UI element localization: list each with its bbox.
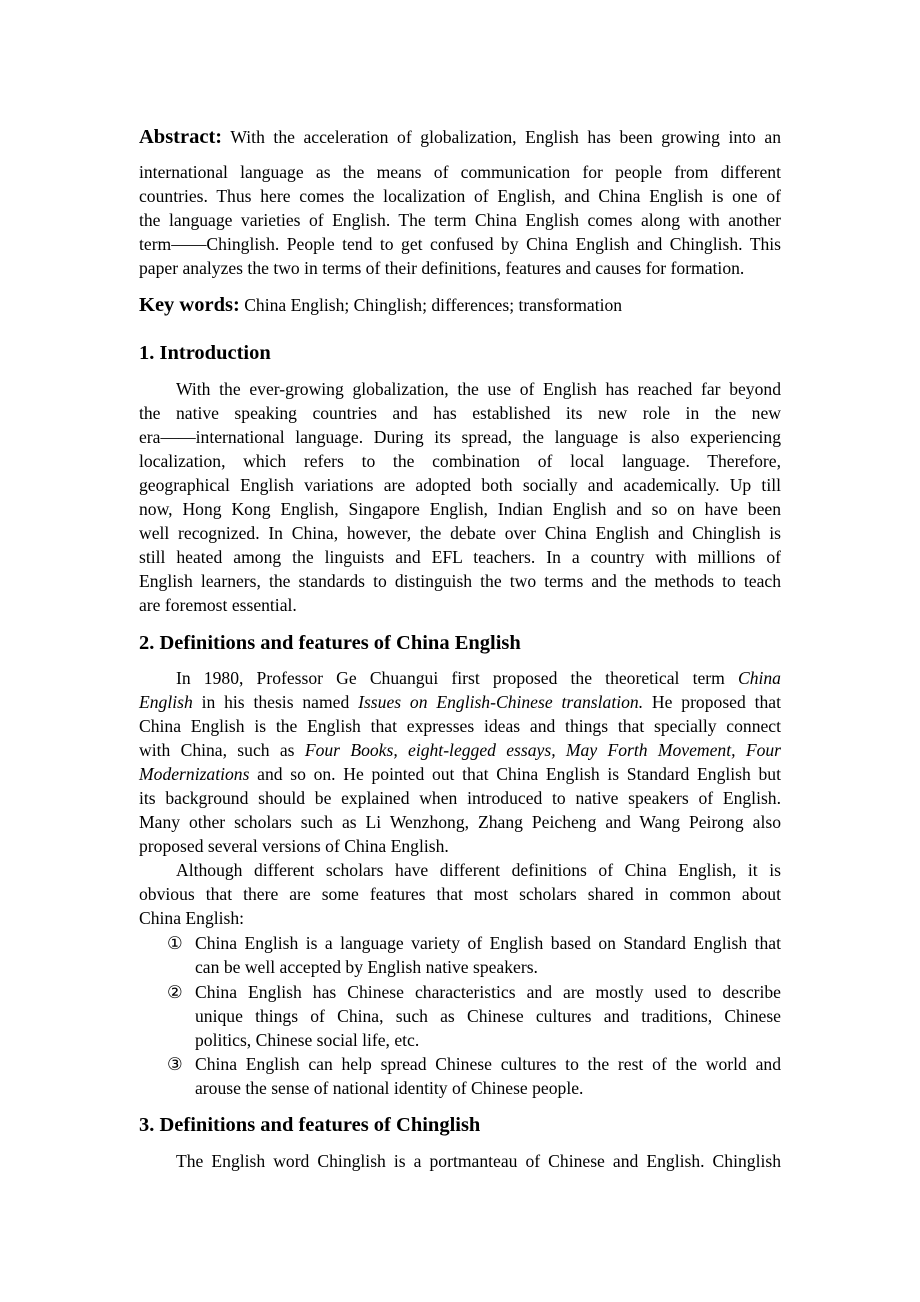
italic-title: Issues on English-Chinese translation. — [358, 692, 644, 712]
section-heading-introduction: 1. Introduction — [139, 342, 271, 364]
paragraph-line: the native speaking countries and has established its new role in the new — [139, 403, 781, 423]
paragraph-line: China English: — [139, 908, 245, 928]
text-run: in his thesis named — [192, 692, 359, 712]
list-item-text: China English can help spread Chinese cultures to the rest of the world and — [195, 1054, 781, 1074]
paragraph-line: Many other scholars such as Li Wenzhong, Zhang Peicheng and Wang Peirong also — [139, 812, 781, 832]
list-item — [167, 980, 781, 1004]
paragraph-line: proposed several versions of China English. — [139, 836, 449, 856]
abstract-line: international language as the means of communication for people from different — [139, 162, 781, 182]
list-item-continuation: can be well accepted by English native speakers. — [195, 957, 538, 977]
paragraph-line: The English word Chinglish is a portmanteau of Chinese and English. Chinglish — [176, 1151, 781, 1171]
abstract-line: countries. Thus here comes the localization of English, and China English is one of — [139, 186, 781, 206]
paragraph-line: With the ever-growing globalization, the use of English has reached far beyond — [176, 379, 781, 399]
paragraph-line — [139, 690, 781, 714]
abstract-line — [139, 125, 781, 149]
text-run: and so on. He pointed out that China English is Standard English but — [249, 764, 781, 784]
paragraph-line: era——international language. During its spread, the language is also experiencing — [139, 427, 781, 447]
text-run: with China, such as — [139, 740, 305, 760]
paragraph-line: its background should be explained when introduced to native speakers of English. — [139, 788, 781, 808]
paragraph-line — [139, 738, 781, 762]
list-marker: ① — [167, 933, 183, 953]
abstract-label: Abstract: — [139, 126, 223, 148]
italic-term: China — [737, 668, 781, 688]
paragraph-line: obvious that there are some features that most scholars shared in common about — [139, 884, 781, 904]
section-heading-chinglish: 3. Definitions and features of Chinglish — [139, 1114, 481, 1136]
paragraph-line — [139, 666, 781, 690]
list-item-text: China English is a language variety of English based on Standard English that — [195, 933, 781, 953]
list-item-continuation: unique things of China, such as Chinese cultures and traditions, Chinese — [195, 1006, 781, 1026]
paragraph-line: well recognized. In China, however, the debate over China English and Chinglish is — [139, 523, 781, 543]
paragraph-line: now, Hong Kong English, Singapore English, Indian English and so on have been — [139, 499, 781, 519]
list-item-text: China English has Chinese characteristics and are mostly used to describe — [195, 982, 781, 1002]
text-run: He proposed that — [643, 692, 781, 712]
abstract-line: the language varieties of English. The term China English comes along with another — [139, 210, 781, 230]
keywords-label: Key words: — [139, 294, 240, 316]
section-heading-china-english: 2. Definitions and features of China English — [139, 632, 521, 654]
list-item-continuation: politics, Chinese social life, etc. — [195, 1030, 420, 1050]
paragraph-line: are foremost essential. — [139, 595, 297, 615]
abstract-text: With the acceleration of globalization, English has been growing into an — [230, 127, 781, 147]
paragraph-line: English learners, the standards to distinguish the two terms and the methods to teach — [139, 571, 781, 591]
list-marker: ② — [167, 982, 183, 1002]
paragraph-line: still heated among the linguists and EFL teachers. In a country with millions of — [139, 547, 781, 567]
keywords-line — [139, 293, 781, 317]
list-item — [167, 1052, 781, 1076]
paragraph-line: China English is the English that expresses ideas and things that specially connect — [139, 716, 781, 736]
italic-term: English — [139, 692, 193, 712]
paragraph-line: geographical English variations are adopted both socially and academically. Up till — [139, 475, 781, 495]
text-run: In 1980, Professor Ge Chuangui first proposed the theoretical term — [176, 668, 725, 688]
list-marker: ③ — [167, 1054, 183, 1074]
keywords-text: China English; Chinglish; differences; transformation — [244, 295, 623, 315]
abstract-line: paper analyzes the two in terms of their definitions, features and causes for formation. — [139, 258, 745, 278]
list-item-continuation: arouse the sense of national identity of Chinese people. — [195, 1078, 584, 1098]
paragraph-line — [139, 762, 781, 786]
list-item — [167, 931, 781, 955]
italic-terms: Four Books, eight-legged essays, May Forth Movement, Four — [304, 740, 782, 760]
paragraph-line: localization, which refers to the combination of local language. Therefore, — [139, 451, 781, 471]
abstract-line: term——Chinglish. People tend to get confused by China English and Chinglish. This — [139, 234, 781, 254]
paragraph-line: Although different scholars have different definitions of China English, it is — [176, 860, 781, 880]
italic-term: Modernizations — [139, 764, 250, 784]
